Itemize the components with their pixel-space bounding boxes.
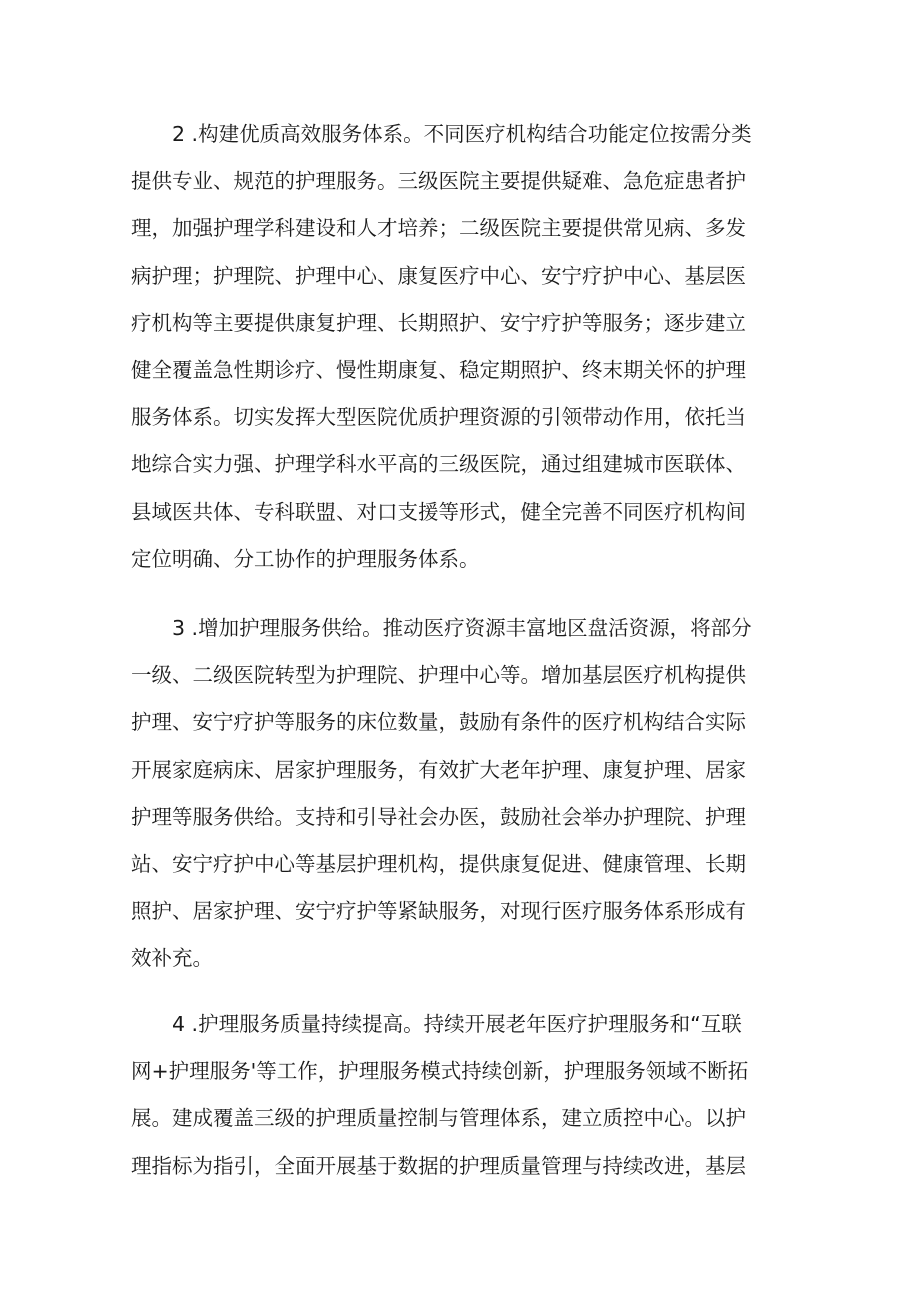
paragraph-line: 定位明确、分工协作的护理服务体系。: [131, 546, 480, 571]
paragraph-line: 提供专业、规范的护理服务。三级医院主要提供疑难、急危症患者护: [131, 169, 746, 194]
paragraph-line: 护理、安宁疗护等服务的床位数量，鼓励有条件的医疗机构结合实际: [131, 710, 746, 735]
paragraph-line: 4 .护理服务质量持续提高。持续开展老年医疗护理服务和“互联: [172, 1012, 742, 1036]
paragraph-line: 展。建成覆盖三级的护理质量控制与管理体系，建立质控中心。以护: [131, 1106, 746, 1131]
paragraph-line: 开展家庭病床、居家护理服务，有效扩大老年护理、康复护理、居家: [131, 757, 746, 782]
paragraph-line: 地综合实力强、护理学科水平高的三级医院，通过组建城市医联体、: [131, 452, 746, 477]
paragraph-line: 网+护理服务'等工作，护理服务模式持续创新，护理服务领域不断拓: [131, 1059, 749, 1084]
paragraph-line: 服务体系。切实发挥大型医院优质护理资源的引领带动作用，依托当: [131, 405, 746, 430]
paragraph-line: 2 .构建优质高效服务体系。不同医疗机构结合功能定位按需分类: [172, 122, 752, 146]
paragraph-line: 站、安宁疗护中心等基层护理机构，提供康复促进、健康管理、长期: [131, 851, 746, 876]
paragraph-line: 病护理；护理院、护理中心、康复医疗中心、安宁疗护中心、基层医: [131, 263, 746, 288]
paragraph-line: 理，加强护理学科建设和人才培养；二级医院主要提供常见病、多发: [131, 216, 746, 241]
paragraph-line: 健全覆盖急性期诊疗、慢性期康复、稳定期照护、终末期关怀的护理: [131, 357, 746, 382]
paragraph-line: 一级、二级医院转型为护理院、护理中心等。增加基层医疗机构提供: [131, 663, 746, 688]
paragraph-line: 疗机构等主要提供康复护理、长期照护、安宁疗护等服务；逐步建立: [131, 310, 746, 335]
paragraph-line: 县域医共体、专科联盟、对口支援等形式，健全完善不同医疗机构间: [131, 499, 746, 524]
paragraph-item-4: [131, 1001, 787, 1190]
paragraph-item-3: [131, 605, 787, 983]
paragraph-item-2: [131, 111, 787, 583]
paragraph-line: 理指标为指引，全面开展基于数据的护理质量管理与持续改进，基层: [131, 1153, 746, 1178]
paragraph-line: 照护、居家护理、安宁疗护等紧缺服务，对现行医疗服务体系形成有: [131, 899, 746, 924]
paragraph-line: 护理等服务供给。支持和引导社会办医，鼓励社会举办护理院、护理: [131, 804, 746, 829]
paragraph-line: 3 .增加护理服务供给。推动医疗资源丰富地区盘活资源，将部分: [172, 616, 752, 640]
paragraph-line: 效补充。: [131, 946, 213, 971]
